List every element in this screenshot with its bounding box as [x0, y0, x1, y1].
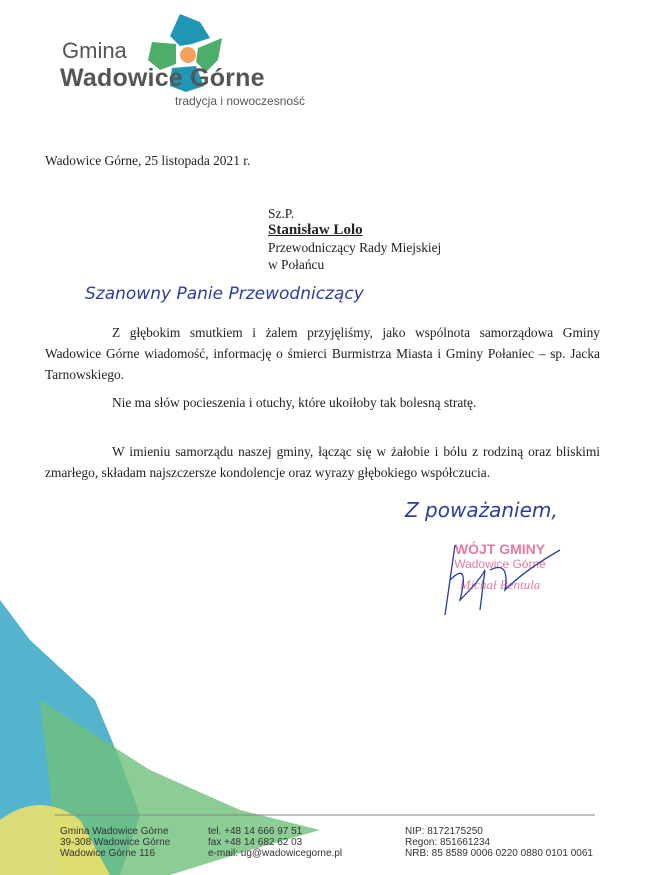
logo-tagline: tradycja i nowoczesność	[175, 94, 306, 108]
footer-nrb: NRB: 85 8589 0006 0220 0880 0101 0061	[405, 848, 593, 859]
footer-postal: 39-308 Wadowice Górne	[60, 837, 171, 848]
footer-email[interactable]: e-mail: ug@wadowicegorne.pl	[208, 848, 343, 859]
addressee-prefix: Sz.P.	[268, 206, 295, 221]
footer-registration	[405, 826, 593, 859]
paragraph-3: W imieniu samorządu naszej gminy, łącząc się w żałobie i bólu z rodziną oraz bliskimi zmarłego, składam najszczersze kondolencje oraz wyrazy głębokiego współczucia.	[45, 444, 600, 480]
paragraph-1: Z głębokim smutkiem i żalem przyjęliśmy, jako wspólnota samorządowa Gminy Wadowice Górne wiadomość, informację o śmierci Burmistrza Miasta i Gminy Połaniec – sp. Jacka Tarnowskiego.	[45, 325, 600, 382]
footer-street: Wadowice Górne 116	[60, 848, 156, 859]
addressee-name: Stanisław Lolo	[268, 222, 363, 238]
footer-regon: Regon: 851661234	[405, 837, 491, 848]
addressee-block	[268, 205, 441, 273]
signature	[430, 540, 590, 620]
footer-address	[60, 826, 170, 859]
addressee-title: Przewodniczący Rady Miejskiej	[268, 240, 442, 255]
footer-nip: NIP: 8172175250	[405, 826, 483, 837]
logo-text-name: Wadowice Górne	[60, 64, 265, 92]
footer-phone: tel. +48 14 666 97 51	[208, 826, 303, 837]
addressee-place: w Połańcu	[268, 257, 325, 272]
date-line: Wadowice Górne, 25 listopada 2021 r.	[45, 153, 251, 168]
logo-text-gmina: Gmina	[62, 38, 127, 63]
stamp-line-2: Wadowice Górne	[454, 557, 546, 571]
footer-contact	[208, 826, 342, 859]
footer-fax: fax +48 14 682 62 03	[208, 837, 303, 848]
handwritten-salutation: Szanowny Panie Przewodniczący	[85, 284, 364, 304]
paragraph-2: Nie ma słów pocieszenia i otuchy, które ukoiłoby tak bolesną stratę.	[112, 395, 477, 410]
stamp-line-1: WÓJT GMINY	[454, 541, 546, 557]
handwritten-closing: Z poważaniem,	[405, 498, 558, 522]
stamp-line-3: Michał Bentula	[459, 577, 541, 592]
footer-org: Gmina Wadowice Górne	[60, 826, 169, 837]
